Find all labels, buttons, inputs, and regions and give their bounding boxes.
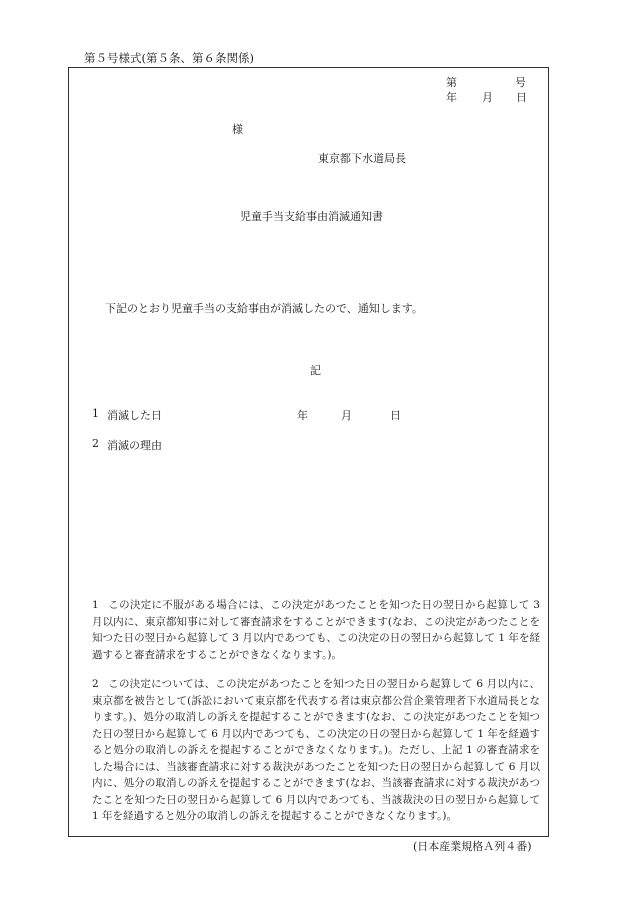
paper-standard-note: (日本産業規格Ａ列４番): [413, 840, 532, 853]
item-1-month: 月: [341, 409, 352, 422]
notice-1: [92, 597, 540, 663]
notice-2-text: この決定については、この決定があつたことを知つた日の翌日から起算して 6 月以内に、東京都を被告として(訴訟において東京都を代表する者は東京都公営企業管理者下水道局長となります。)、処分の取消しの訴えを提起することができます(なお、この決定があつたことを知つた日の翌日から起算して 6 月以内であつても、この決定の日の翌日から起算して 1 年を経過すると処分の取消しの訴えを提起することができなくなります。)。ただし、上記 1 の審査請求をした場合には、当該審査請求に対する裁決があつたことを知つた日の翌日から起算して 6 月以内に、処分の取消しの訴えを提起することができます(なお、当該審査請求に対する裁決があつたことを知つた日の翌日から起算して 6 月以内であつても、当該裁決の日の翌日から起算して 1 年を経過すると処分の取消しの訴えを提起することができなくなります。)。: [92, 678, 540, 822]
doc-number-prefix: 第: [446, 76, 457, 89]
doc-date-month: 月: [482, 91, 493, 104]
sender-name: 東京都下水道局長: [318, 152, 406, 165]
intro-text: 下記のとおり児童手当の支給事由が消滅したので、通知します。: [105, 302, 423, 315]
addressee-honorific: 様: [232, 123, 243, 136]
notice-1-text: この決定に不服がある場合には、この決定があつたことを知つた日の翌日から起算して 3 月以内に、東京都知事に対して審査請求をすることができます(なお、この決定があつたことを知つた日の翌日から起算して 3 月以内であつても、この決定の日の翌日から起算して 1 年を経過すると審査請求をすることができなくなります。)。: [92, 599, 540, 661]
notice-2: [92, 676, 540, 825]
item-1-year: 年: [297, 409, 308, 422]
doc-number-suffix: 号: [515, 76, 526, 89]
doc-date-day: 日: [516, 91, 527, 104]
item-2-number: 2: [92, 437, 99, 450]
item-2-label: 消滅の理由: [107, 439, 162, 452]
ki-heading: 記: [310, 364, 321, 377]
item-1-number: 1: [92, 407, 99, 420]
notice-2-number: 2: [92, 678, 99, 690]
form-code: 第５号様式(第５条、第６条関係): [84, 51, 254, 65]
document-title: 児童手当支給事由消滅通知書: [240, 210, 383, 223]
doc-date-year: 年: [446, 91, 457, 104]
notice-1-number: 1: [92, 599, 99, 611]
item-1-label: 消滅した日: [107, 409, 162, 422]
item-1-day: 日: [390, 409, 401, 422]
